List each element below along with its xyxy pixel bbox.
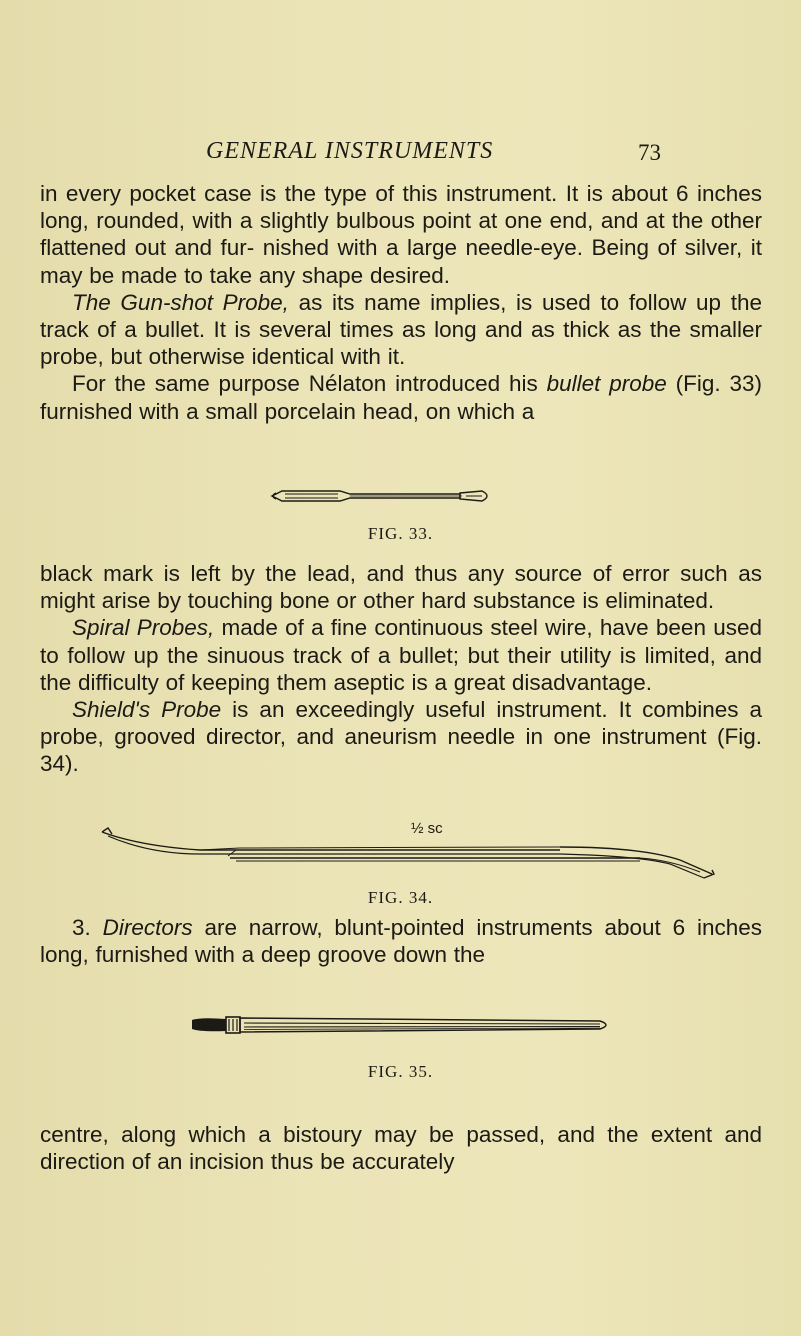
- term-shields-probe: Shield's Probe: [72, 697, 222, 723]
- running-title: GENERAL INSTRUMENTS: [206, 138, 494, 164]
- text-block-4: [40, 1121, 762, 1175]
- figure-33: [0, 484, 801, 544]
- term-spiral-probes: Spiral Probes,: [72, 615, 215, 641]
- grooved-director-illustration-icon: [0, 1010, 801, 1040]
- page-number: 73: [638, 140, 661, 165]
- shields-probe-illustration-icon: [0, 820, 801, 880]
- paragraph-black-mark: black mark is left by the lead, and thus any source of error such as might arise by touching bone or other hard substance is eliminated.: [40, 561, 762, 614]
- figure-33-caption: FIG. 33.: [367, 524, 434, 543]
- figure-34-caption: FIG. 34.: [367, 888, 434, 907]
- figure-35: [0, 1010, 801, 1100]
- paragraph-centre: centre, along which a bistoury may be passed, and the extent and direction of an incision thus be accurately: [40, 1122, 762, 1175]
- figure-34: [0, 820, 801, 910]
- paragraph-spiral-probes: [40, 614, 762, 696]
- spiral-probes-text: made of a fine continuous steel wire, have been used to follow up the sinuous track of a bullet; but their utility is limited, and the difficulty of keeping them aseptic is a great disadvantage.: [40, 615, 762, 695]
- gun-shot-probe-text: as its name implies, is used to follow up the track of a bullet. It is several times as long and as thick as the smaller probe, but otherwise identical with it.: [40, 289, 762, 370]
- directors-number: 3.: [72, 915, 103, 940]
- text-block-2: [40, 560, 762, 778]
- term-gun-shot-probe: The Gun-shot Probe,: [72, 289, 289, 315]
- running-head: [0, 138, 801, 172]
- paragraph-gun-shot-probe: [40, 289, 762, 371]
- shields-probe-text: is an exceedingly useful instrument. It combines a probe, grooved director, and aneurism needle in one instrument (Fig. 34).: [40, 697, 762, 777]
- term-bullet-probe: bullet probe: [546, 371, 667, 397]
- paragraph-probe-description: in every pocket case is the type of this instrument. It is about 6 inches long, rounded, with a slightly bulbous point at one end, and at the other flattened out and fur- nished with a large needle-eye. Being of silver, it may be made to take any shape desired.: [40, 181, 762, 288]
- term-directors: Directors: [102, 915, 193, 940]
- paragraph-bullet-probe: [40, 370, 762, 424]
- bullet-probe-text-start: For the same purpose Nélaton introduced his: [72, 371, 547, 397]
- text-block-1: [40, 180, 762, 425]
- text-block-3: [40, 914, 762, 968]
- paragraph-directors: [40, 914, 762, 968]
- bullet-probe-illustration-icon: [0, 484, 801, 508]
- directors-text: are narrow, blunt-pointed instruments about 6 inches long, furnished with a deep groove down the: [40, 915, 762, 968]
- figure-35-caption: FIG. 35.: [367, 1062, 434, 1081]
- figure-34-scale-label: ½ sc: [411, 820, 443, 837]
- bullet-probe-text-rest: (Fig. 33) furnished with a small porcelain head, on which a: [40, 371, 762, 424]
- paragraph-shields-probe: [40, 696, 762, 778]
